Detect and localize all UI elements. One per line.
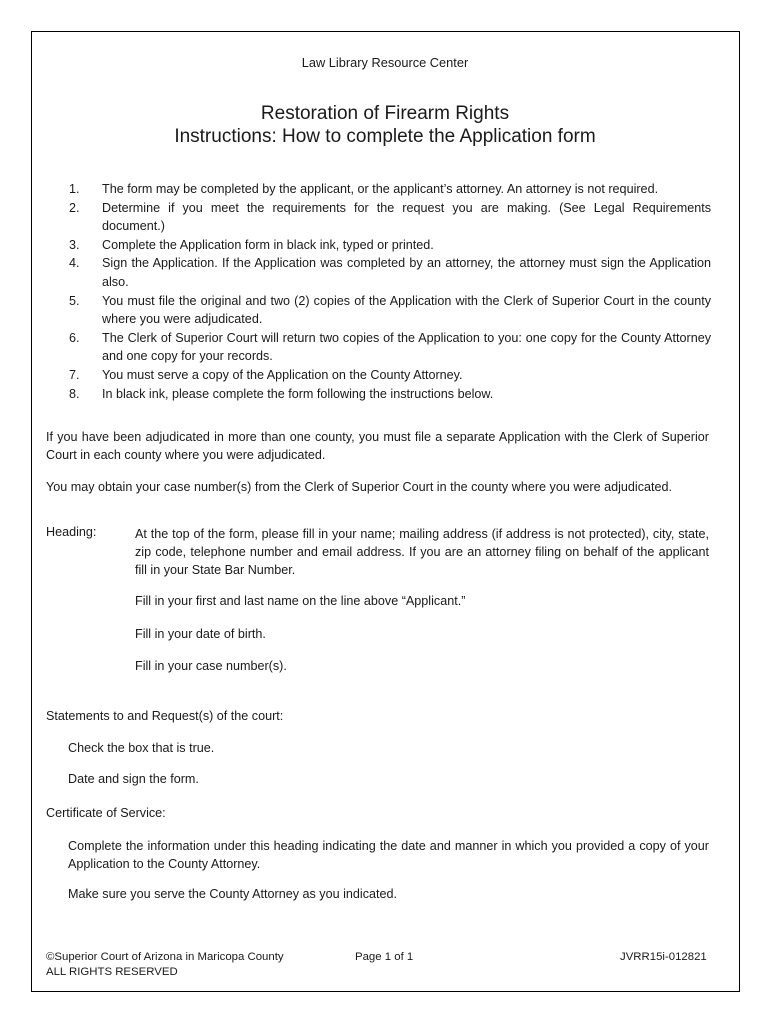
case-number-paragraph: You may obtain your case number(s) from the Clerk of Superior Court in the county where you were adjudicated.: [46, 480, 673, 494]
dob-instruction: Fill in your date of birth.: [135, 627, 266, 641]
case-instruction: Fill in your case number(s).: [135, 659, 287, 673]
statements-label: Statements to and Request(s) of the court:: [46, 709, 284, 723]
document-title: Restoration of Firearm Rights: [260, 103, 510, 124]
step-item: [46, 199, 711, 236]
heading-label: Heading:: [46, 525, 97, 539]
step-number: 3.: [69, 237, 80, 252]
step-number: 1.: [69, 182, 80, 196]
instruction-steps: [46, 180, 711, 403]
step-number: 6.: [69, 330, 80, 345]
step-number: 5.: [69, 293, 80, 308]
step-item: [46, 329, 711, 366]
date-sign-instruction: Date and sign the form.: [68, 772, 199, 786]
step-text: The form may be completed by the applicant, or the applicant’s attorney. An attorney is not required.: [102, 182, 659, 196]
certificate-label: Certificate of Service:: [46, 806, 166, 820]
certificate-instruction: Complete the information under this heading indicating the date and manner in which you provided a copy of your Application to the County Attorney.: [68, 839, 709, 871]
step-text: Complete the Application form in black ink, typed or printed.: [102, 237, 434, 252]
footer-page-number: Page 1 of 1: [355, 951, 414, 963]
step-item: [46, 292, 711, 329]
step-item: [46, 385, 711, 404]
step-text: Determine if you meet the requirements for the request you are making. (See Legal Requirements document.): [102, 200, 711, 234]
step-number: 4.: [69, 256, 80, 271]
step-text: You must serve a copy of the Application on the County Attorney.: [102, 367, 463, 382]
step-text: In black ink, please complete the form following the instructions below.: [102, 386, 494, 401]
step-text: You must file the original and two (2) copies of the Application with the Clerk of Superior Court in the county where you were adjudicated.: [102, 293, 711, 327]
step-text: The Clerk of Superior Court will return two copies of the Application to you: one copy for the County Attorney and one copy for your records.: [102, 330, 711, 364]
step-item: [46, 236, 711, 255]
footer-form-code: JVRR15i-012821: [620, 951, 707, 963]
step-item: [46, 180, 711, 199]
heading-instructions: At the top of the form, please fill in your name; mailing address (if address is not protected), city, state, zip code, telephone number and email address. If you are an attorney filing on behalf of the applicant fill in your State Bar Number.: [135, 527, 709, 577]
page-header: Law Library Resource Center: [301, 55, 469, 70]
step-item: [46, 254, 711, 291]
copyright-text: ©Superior Court of Arizona in Maricopa County: [46, 951, 284, 963]
footer-copyright: [46, 950, 284, 980]
step-number: 8.: [69, 386, 80, 401]
multiple-county-paragraph: If you have been adjudicated in more than one county, you must file a separate Application with the Clerk of Superior Court in each county where you were adjudicated.: [46, 430, 709, 462]
step-number: 7.: [69, 367, 80, 382]
document-subtitle: Instructions: How to complete the Application form: [174, 126, 596, 147]
rights-text: ALL RIGHTS RESERVED: [46, 966, 178, 978]
step-text: Sign the Application. If the Application was completed by an attorney, the attorney must sign the Application also.: [102, 256, 711, 289]
serve-instruction: Make sure you serve the County Attorney as you indicated.: [68, 887, 398, 901]
step-item: [46, 366, 711, 385]
step-number: 2.: [69, 200, 80, 215]
check-box-instruction: Check the box that is true.: [68, 741, 215, 755]
name-instruction: Fill in your first and last name on the line above “Applicant.”: [135, 594, 466, 608]
